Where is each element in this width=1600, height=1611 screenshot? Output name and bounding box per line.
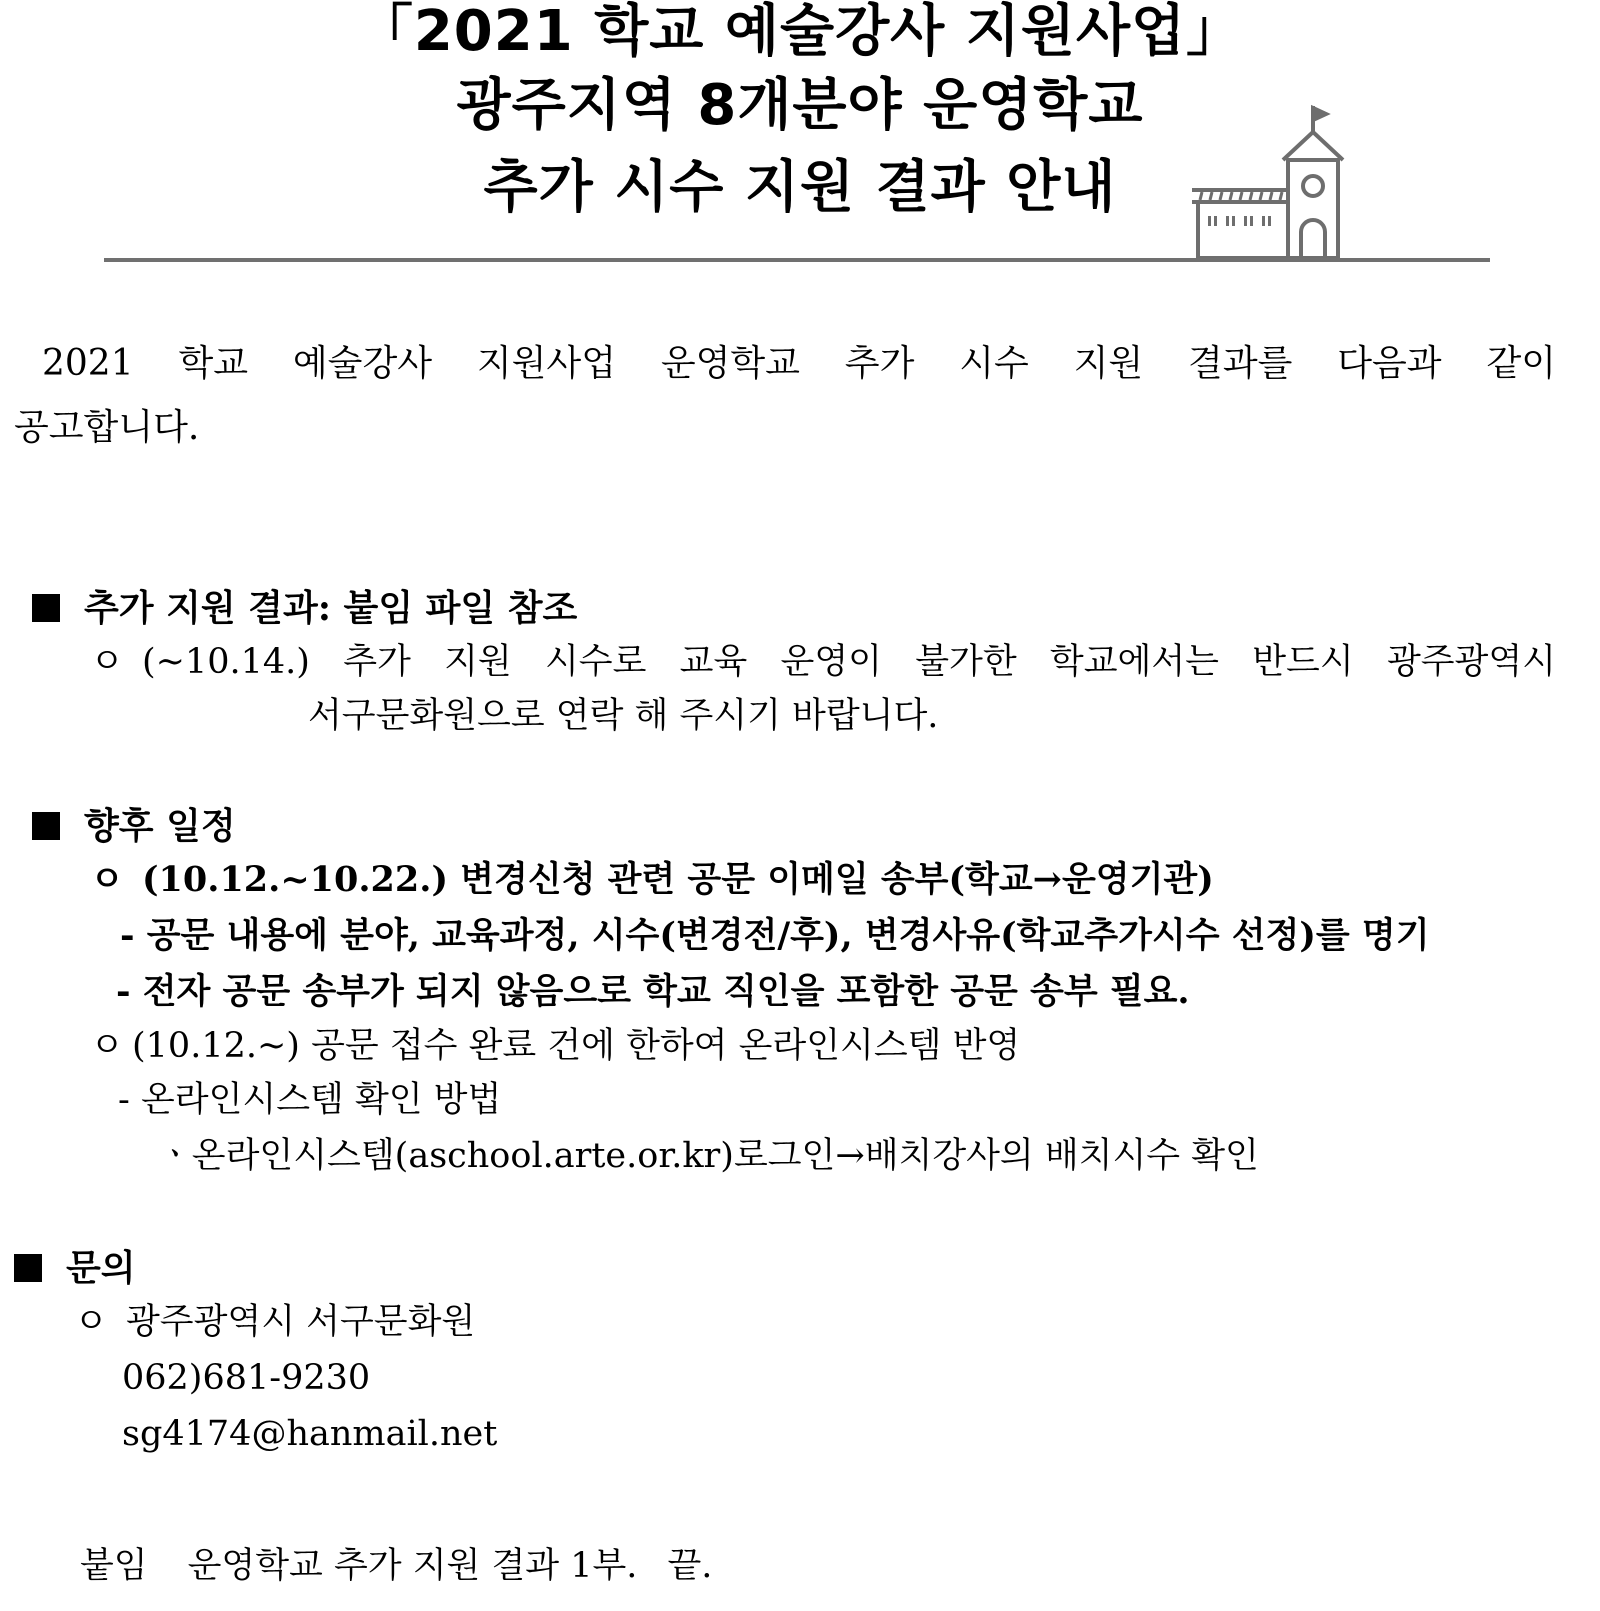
section-heading-text: 향후 일정 xyxy=(84,805,236,847)
schedule-item-2-text: (10.12.~) 공문 접수 완료 건에 한하여 온라인시스템 반영 xyxy=(132,1026,1021,1066)
circle-bullet-icon: ㅇ xyxy=(90,642,124,682)
page-title-line-3: 추가 시수 지원 결과 안내 xyxy=(483,155,1117,220)
contact-org-text: 광주광역시 서구문화원 xyxy=(126,1302,476,1342)
circle-bullet-icon: ㅇ xyxy=(90,1026,124,1066)
intro-text-line-2: 공고합니다. xyxy=(14,407,200,448)
section-heading-schedule xyxy=(32,798,236,854)
intro-text-line-1: 2021 학교 예술강사 지원사업 운영학교 추가 시수 지원 결과를 다음과 같이 xyxy=(42,343,1556,384)
attachment-line xyxy=(80,1540,712,1592)
section-heading-contact xyxy=(14,1240,136,1296)
contact-email: sg4174@hanmail.net xyxy=(122,1414,498,1454)
schedule-item-1-text: (10.12.~10.22.) 변경신청 관련 공문 이메일 송부(학교→운영기관) xyxy=(142,859,1214,900)
attachment-text: 운영학교 추가 지원 결과 1부. xyxy=(187,1546,638,1586)
schedule-item-2-sub-1: - 온라인시스템 확인 방법 xyxy=(118,1080,502,1120)
title-divider xyxy=(104,258,1490,262)
result-item xyxy=(90,636,1556,688)
circle-bullet-icon: ㅇ xyxy=(74,1302,108,1342)
school-building-icon xyxy=(1188,104,1358,262)
result-item-line-2: 서구문화원으로 연락 해 주시기 바랍니다. xyxy=(308,696,939,736)
circle-bullet-icon: ㅇ xyxy=(90,859,124,900)
schedule-item-1-sub-1: - 공문 내용에 분야, 교육과정, 시수(변경전/후), 변경사유(학교추가시수 선정)를 명기 xyxy=(120,915,1430,956)
section-heading-result xyxy=(32,580,577,636)
title-block xyxy=(0,0,1600,280)
square-bullet-icon xyxy=(32,594,60,622)
contact-org xyxy=(74,1296,475,1348)
schedule-item-2-sub-2: ㆍ온라인시스템(aschool.arte.or.kr)로그인→배치강사의 배치시수 확인 xyxy=(158,1136,1259,1176)
schedule-item-1 xyxy=(90,854,1214,906)
schedule-item-1-sub-2: - 전자 공문 송부가 되지 않음으로 학교 직인을 포함한 공문 송부 필요. xyxy=(116,971,1190,1012)
page-title-line-1: 「2021 학교 예술강사 지원사업」 xyxy=(356,0,1244,64)
square-bullet-icon xyxy=(14,1254,42,1282)
attachment-label: 붙임 xyxy=(80,1546,148,1586)
section-heading-text: 문의 xyxy=(66,1247,136,1289)
page-title-line-2: 광주지역 8개분야 운영학교 xyxy=(456,73,1144,138)
schedule-item-2 xyxy=(90,1020,1020,1072)
attachment-end: 끝. xyxy=(667,1546,713,1586)
section-heading-text: 추가 지원 결과: 붙임 파일 참조 xyxy=(84,587,578,629)
result-item-line-1: (~10.14.) 추가 지원 시수로 교육 운영이 불가한 학교에서는 반드시 광주광역시 xyxy=(142,642,1556,682)
square-bullet-icon xyxy=(32,812,60,840)
contact-phone: 062)681-9230 xyxy=(122,1358,371,1398)
